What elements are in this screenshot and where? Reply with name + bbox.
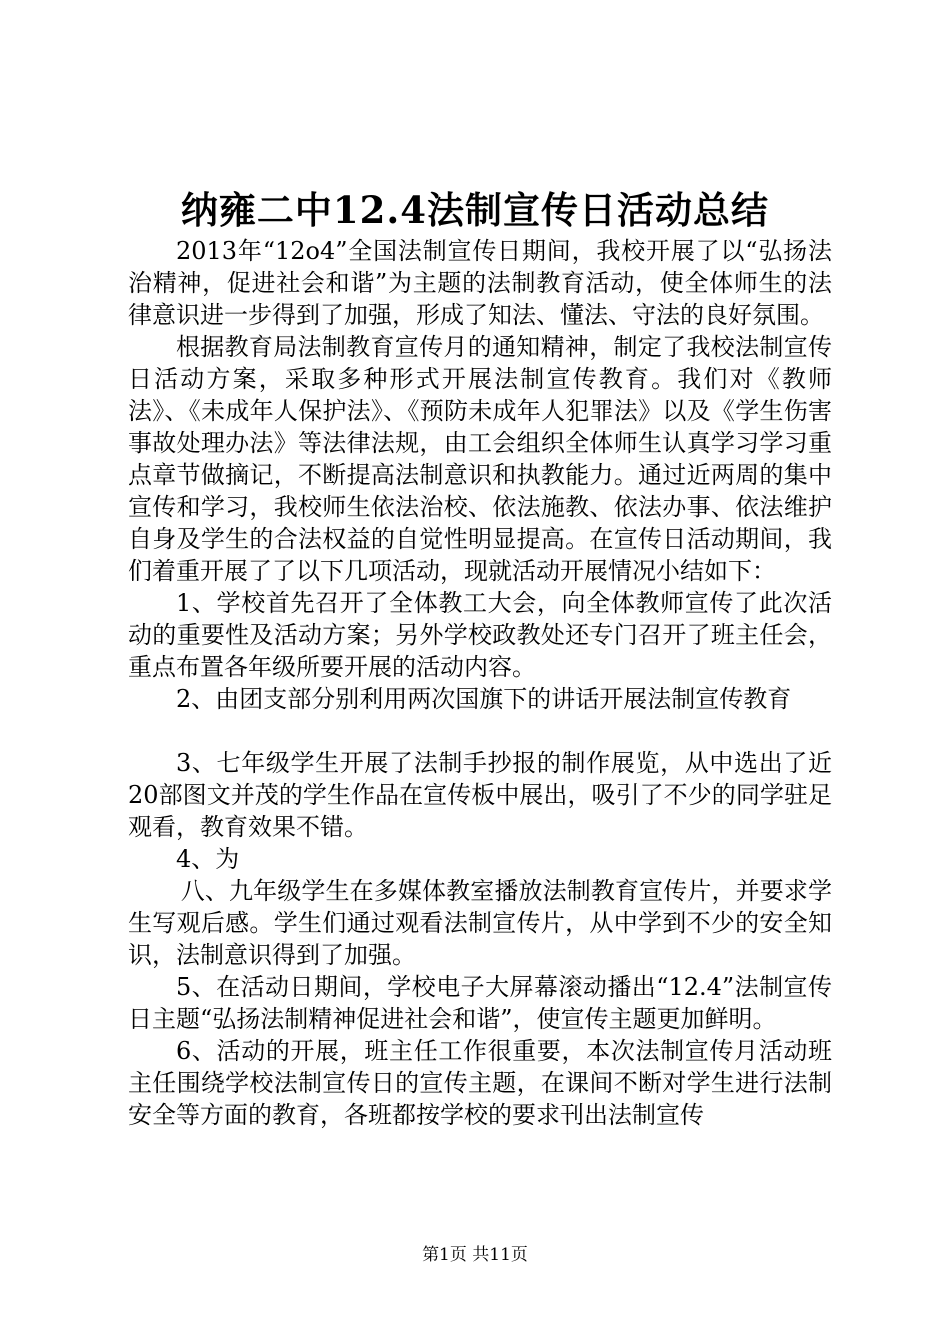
paragraph-background: 根据教育局法制教育宣传月的通知精神，制定了我校法制宣传日活动方案，采取多种形式开展法制宣传教育。我们对《教师法》、《未成年人保护法》、《预防未成年人犯罪法》以及《学生伤害事故处理办法》等法律法规，由工会组织全体师生认真学习学习重点章节做摘记，不断提高法制意识和执教能力。通过近两周的集中宣传和学习，我校师生依法治校、依法施教、依法办事、依法维护自身及学生的合法权益的自觉性明显提高。在宣传日活动期间，我们着重开展了了以下几项活动，现就活动开展情况小结如下： (128, 333, 832, 585)
paragraph-item-4: 4、为 (176, 845, 240, 873)
document-title: 纳雍二中12.4法制宣传日活动总结 (180, 188, 770, 232)
paragraph-intro: 2013年“12o4”全国法制宣传日期间，我校开展了以“弘扬法治精神，促进社会和谐”为主题的法制教育活动，使全体师生的法律意识进一步得到了加强，形成了知法、懂法、守法的良好氛围。 (128, 237, 832, 329)
paragraph-item-3: 3、七年级学生开展了法制手抄报的制作展览，从中选出了近20部图文并茂的学生作品在宣传板中展出，吸引了不少的同学驻足观看，教育效果不错。 (128, 749, 832, 841)
document-body (128, 235, 832, 1131)
paragraph-item-6: 6、活动的开展，班主任工作很重要，本次法制宣传月活动班主任围绕学校法制宣传日的宣传主题，在课间不断对学生进行法制安全等方面的教育，各班都按学校的要求刊出法制宣传 (128, 1037, 832, 1129)
paragraph-item-4-detail: 八、九年级学生在多媒体教室播放法制教育宣传片，并要求学生写观后感。学生们通过观看法制宣传片，从中学到不少的安全知识，法制意识得到了加强。 (128, 877, 832, 969)
paragraph-item-1: 1、学校首先召开了全体教工大会，向全体教师宣传了此次活动的重要性及活动方案；另外学校政教处还专门召开了班主任会，重点布置各年级所要开展的活动内容。 (128, 589, 832, 681)
page-number: 第1页 共11页 (422, 1245, 528, 1265)
paragraph-item-5: 5、在活动日期间，学校电子大屏幕滚动播出“12.4”法制宣传日主题“弘扬法制精神促进社会和谐”，使宣传主题更加鲜明。 (128, 973, 832, 1033)
paragraph-item-2: 2、由团支部分别利用两次国旗下的讲话开展法制宣传教育 (176, 685, 792, 713)
